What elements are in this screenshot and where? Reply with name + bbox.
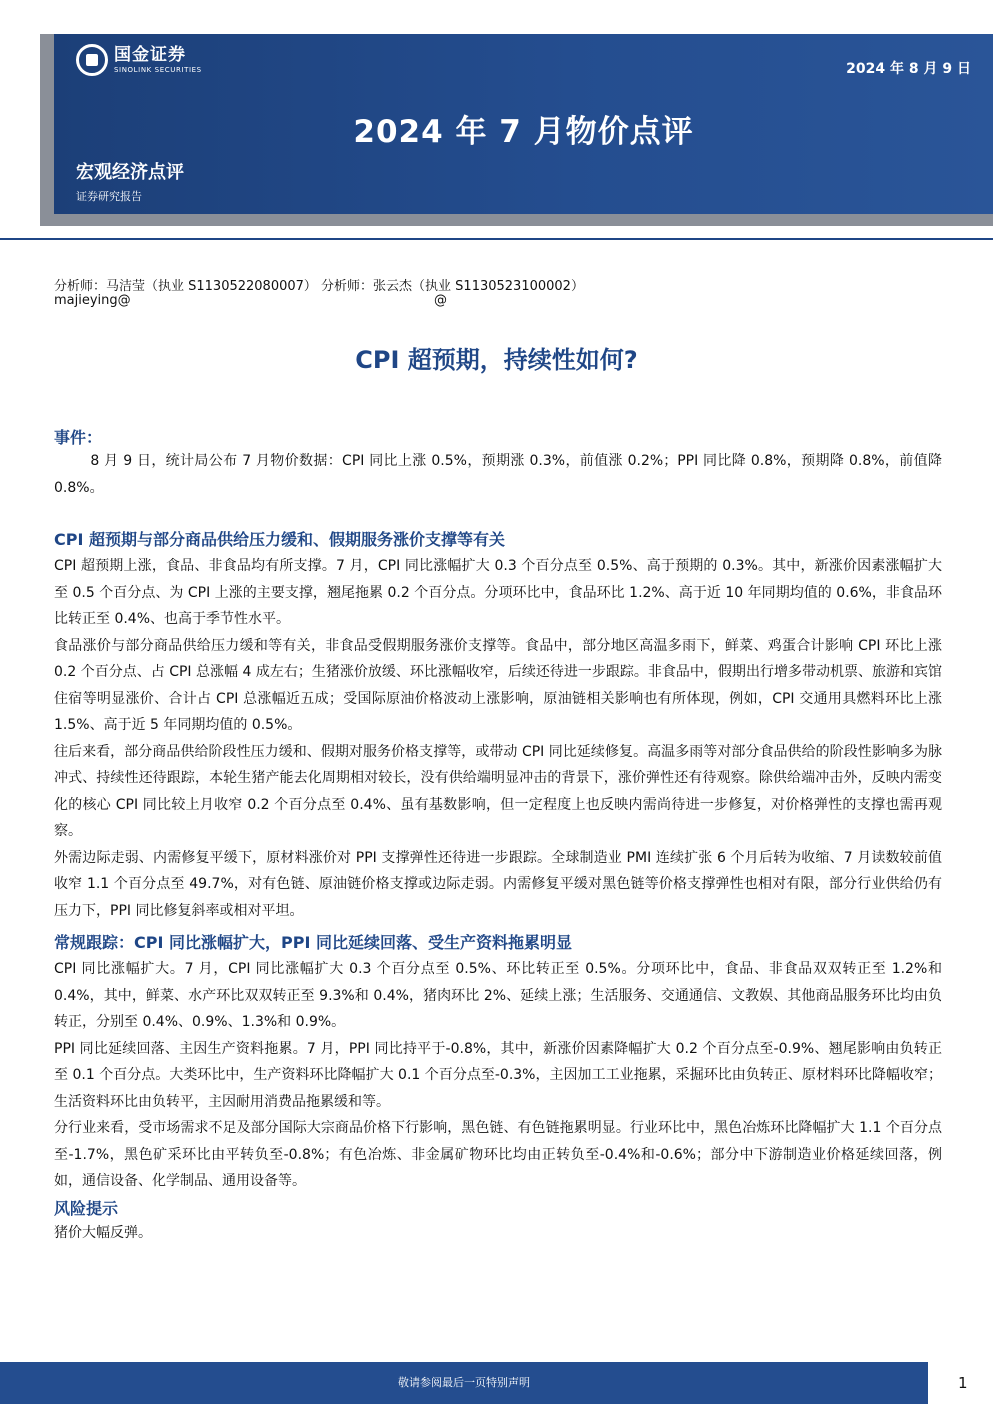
analyst-email-1: majieying@	[54, 293, 131, 308]
risk-text: 猪价大幅反弹。	[54, 1225, 152, 1241]
logo-name-cn: 国金证券	[114, 44, 186, 65]
event-body	[54, 448, 942, 501]
risk-body	[54, 1220, 942, 1247]
section2-paragraph-1: CPI 同比涨幅扩大。7 月，CPI 同比涨幅扩大 0.3 个百分点至 0.5%、环比转正至 0.5%。分项环比中，食品、非食品双双转正至 1.2%和 0.4%，其中，鲜菜、水产环比双双转正至 9.3%和 0.4%，猪肉环比 2%、延续上涨；生活服务、交通通信、文教娱、其他商品服务环比均由负转正，分别至 0.4%、0.9%、1.3%和 0.9%。	[54, 961, 942, 1030]
report-title: 2024 年 7 月物价点评	[353, 114, 694, 150]
section1-paragraph-3: 往后来看，部分商品供给阶段性压力缓和、假期对服务价格支撑等，或带动 CPI 同比延续修复。高温多雨等对部分食品供给的阶段性影响多为脉冲式、持续性还待跟踪，本轮生猪产能去化周期相对较长，没有供给端明显冲击的背景下，涨价弹性还有待观察。除供给端冲击外，反映内需变化的核心 CPI 同比较上月收窄 0.2 个百分点至 0.4%、虽有基数影响，但一定程度上也反映内需尚待进一步修复，对价格弹性的支撑也需再观察。	[54, 743, 942, 839]
report-subcategory: 证券研究报告	[76, 190, 142, 203]
section2-title: 常规跟踪：CPI 同比涨幅扩大，PPI 同比延续回落、受生产资料拖累明显	[54, 933, 572, 952]
logo-name-en: SINOLINK SECURITIES	[114, 65, 202, 74]
headline: CPI 超预期，持续性如何?	[355, 346, 638, 374]
section1-paragraph-4: 外需边际走弱、内需修复平缓下，原材料涨价对 PPI 支撑弹性还待进一步跟踪。全球制造业 PMI 连续扩张 6 个月后转为收缩、7 月读数较前值收窄 1.1 个百分点至 49.7%，对有色链、原油链价格支撑或边际走弱。内需修复平缓对黑色链等价格支撑弹性也相对有限，部分行业供给仍有压力下，PPI 同比修复斜率或相对平坦。	[54, 849, 942, 919]
section2-paragraph-2: PPI 同比延续回落、主因生产资料拖累。7 月，PPI 同比持平于-0.8%，其中，新涨价因素降幅扩大 0.2 个百分点至-0.9%、翘尾影响由负转正至 0.1 个百分点。大类环比中，生产资料环比降幅扩大 0.1 个百分点至-0.3%，主因加工工业拖累，采掘环比由负转正、原材料环比降幅收窄；生活资料环比由负转平，主因耐用消费品拖累缓和等。	[54, 1040, 942, 1110]
analyst-email-2: @	[434, 293, 447, 308]
analyst-info	[54, 275, 584, 311]
section1-paragraph-2: 食品涨价与部分商品供给压力缓和等有关，非食品受假期服务涨价支撑等。食品中，部分地区高温多雨下，鲜菜、鸡蛋合计影响 CPI 环比上涨 0.2 个百分点、占 CPI 总涨幅 4 成左右；生猪涨价放缓、环比涨幅收窄，后续还待进一步跟踪。非食品中，假期出行增多带动机票、旅游和宾馆住宿等明显涨价、合计占 CPI 总涨幅近五成；受国际原油价格波动上涨影响，原油链相关影响也有所体现，例如，CPI 交通用具燃料环比上涨 1.5%、高于近 5 年同期均值的 0.5%。	[54, 637, 942, 733]
logo-icon	[76, 44, 108, 76]
company-logo	[76, 44, 202, 76]
risk-title: 风险提示	[54, 1199, 119, 1218]
report-date: 2024 年 8 月 9 日	[846, 61, 971, 77]
page-number: 1	[958, 1374, 968, 1392]
event-title: 事件：	[54, 428, 103, 447]
header-banner	[54, 34, 993, 214]
report-category: 宏观经济点评	[76, 162, 184, 183]
header-divider	[0, 238, 993, 240]
event-text: 8 月 9 日，统计局公布 7 月物价数据：CPI 同比上涨 0.5%，预期涨 0.3%，前值涨 0.2%；PPI 同比降 0.8%，预期降 0.8%，前值降 0.8%。	[54, 453, 942, 496]
footer-notice: 敬请参阅最后一页特别声明	[0, 1362, 928, 1404]
section2-paragraph-3: 分行业来看，受市场需求不足及部分国际大宗商品价格下行影响，黑色链、有色链拖累明显。行业环比中，黑色冶炼环比降幅扩大 1.1 个百分点至-1.7%，黑色矿采环比由平转负至-0.8%；有色冶炼、非金属矿物环比均由正转负至-0.4%和-0.6%；部分中下游制造业价格延续回落，例如，通信设备、化学制品、通用设备等。	[54, 1120, 942, 1189]
analyst-names: 分析师：马洁莹（执业 S1130522080007） 分析师：张云杰（执业 S1130523100002）	[54, 279, 584, 294]
section1-title: CPI 超预期与部分商品供给压力缓和、假期服务涨价支撑等有关	[54, 530, 505, 549]
section1-body	[54, 553, 942, 924]
section2-body	[54, 956, 942, 1195]
section1-paragraph-1: CPI 超预期上涨，食品、非食品均有所支撑。7 月，CPI 同比涨幅扩大 0.3 个百分点至 0.5%、高于预期的 0.3%。其中，新涨价因素涨幅扩大至 0.5 个百分点、为 CPI 上涨的主要支撑，翘尾拖累 0.2 个百分点。分项环比中，食品环比 1.2%、高于近 10 年同期均值的 0.6%，非食品环比转正至 0.4%、也高于季节性水平。	[54, 558, 942, 627]
